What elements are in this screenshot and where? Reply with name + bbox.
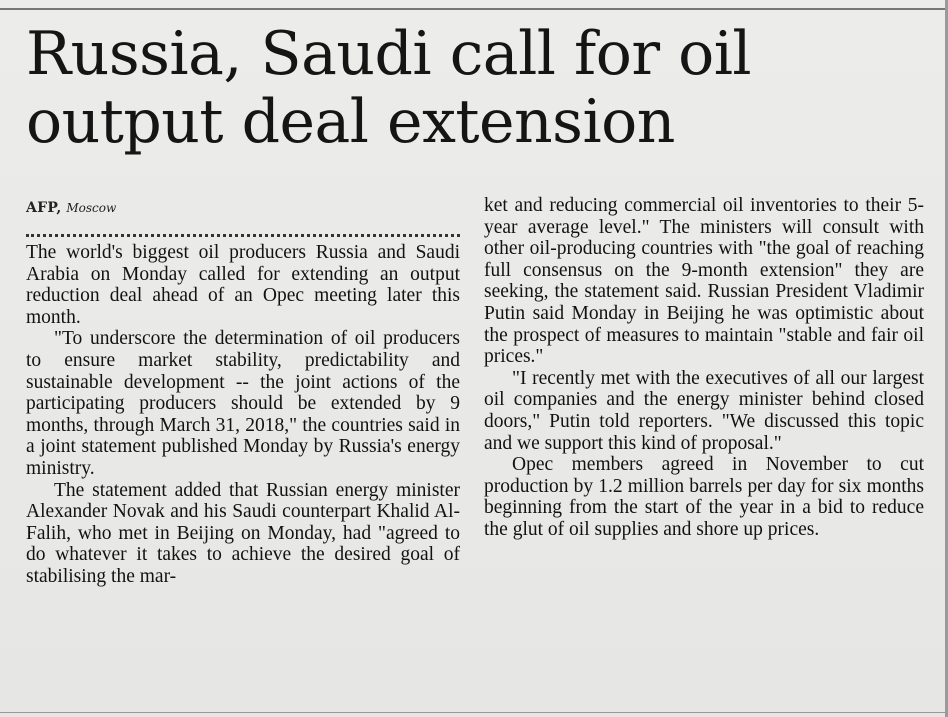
byline-agency: AFP, [26, 200, 62, 216]
byline-divider [26, 234, 460, 237]
headline: Russia, Saudi call for oil output deal extension [26, 19, 752, 157]
article-column-right [484, 195, 924, 541]
paragraph: "To underscore the determination of oil producers to ensure market stability, predictability and sustainable development -- the joint actions of the participating producers should be extended by 9 months, through March 31, 2018," the countries said in a joint statement published Monday by Russia's energy ministry. [26, 328, 460, 479]
paragraph: Opec members agreed in November to cut production by 1.2 million barrels per day for six months beginning from the start of the year in a bid to reduce the glut of oil supplies and shore up prices. [484, 454, 924, 540]
bottom-rule [0, 712, 948, 713]
article-column-left [26, 242, 460, 588]
paragraph: The statement added that Russian energy minister Alexander Novak and his Saudi counterpart Khalid Al-Falih, who met in Beijing on Monday, had "agreed to do whatever it takes to achieve the desired goal of stabilising the mar- [26, 479, 460, 587]
paragraph: The world's biggest oil producers Russia and Saudi Arabia on Monday called for extending an output reduction deal ahead of an Opec meeting later this month. [26, 242, 460, 328]
paragraph: ket and reducing commercial oil inventories to their 5-year average level." The ministers will consult with other oil-producing countries with "the goal of reaching full consensus on the 9-month extension" they are seeking, the statement said. Russian President Vladimir Putin said Monday in Beijing he was optimistic about the prospect of measures to maintain "stable and fair oil prices." [484, 195, 924, 368]
top-rule [0, 8, 948, 10]
byline [26, 198, 116, 217]
paragraph: "I recently met with the executives of all our largest oil companies and the energy minister behind closed doors," Putin told reporters. "We discussed this topic and we support this kind of proposal." [484, 367, 924, 454]
byline-place: Moscow [66, 201, 117, 215]
